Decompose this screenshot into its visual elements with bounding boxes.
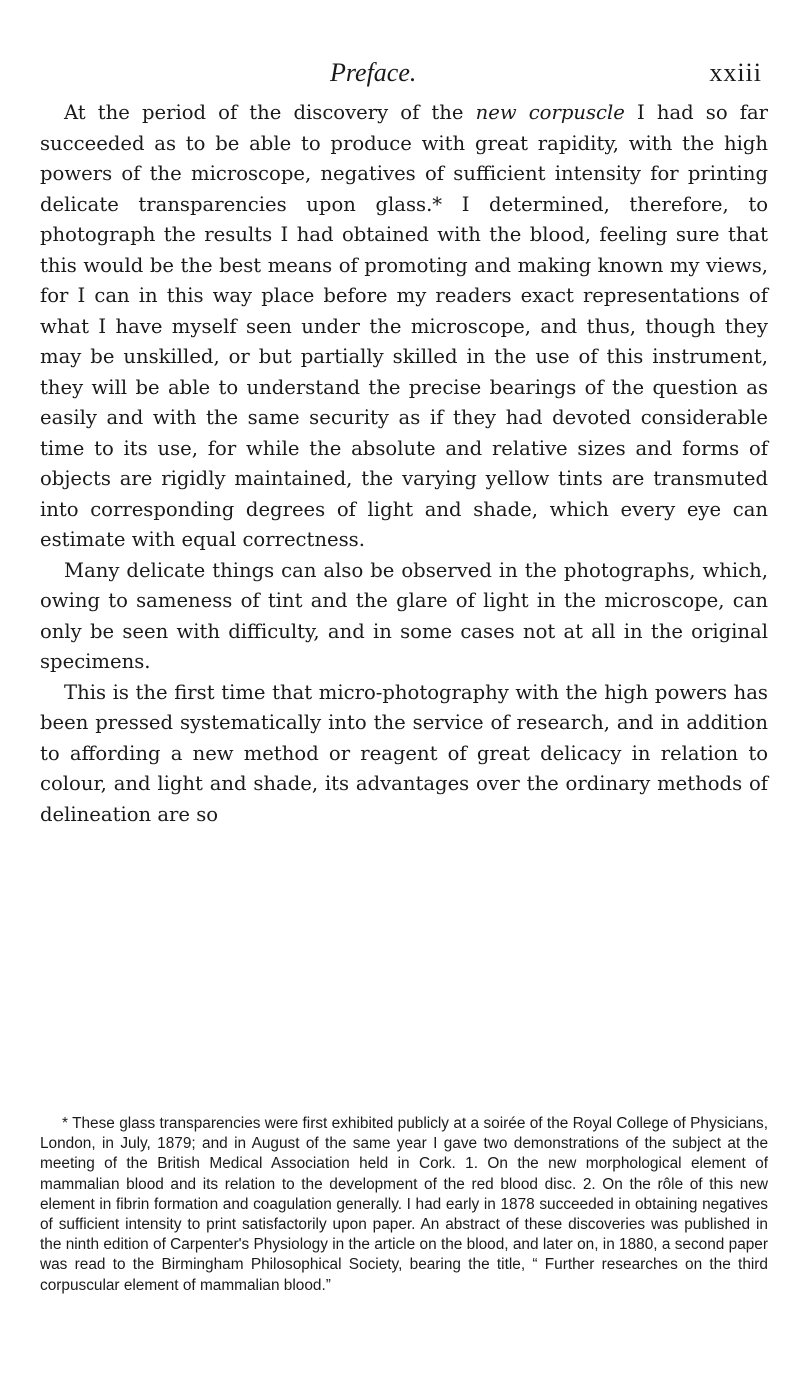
running-head-title: Preface. [330,58,417,87]
paragraph-1-start: At the period of the discovery of the [64,101,476,124]
page-number: xxiii [709,58,762,87]
footnote [40,1114,768,1296]
paragraph-1 [40,98,768,556]
book-page [40,0,768,1387]
running-head [40,58,768,92]
paragraph-2: Many delicate things can also be observed in the photographs, which, owing to sameness of tint and the glare of light in the microscope, can only be seen with difficulty, and in some cases not at all in the original specimens. [40,558,768,673]
paragraph-3: This is the first time that micro-photography with the high powers has been pressed systematically into the service of research, and in addition to affording a new method or reagent of great delicacy in relation to colour, and light and shade, its advantages over the ordinary methods of delineation are so [40,680,768,826]
footnote-text: * These glass transparencies were first exhibited publicly at a soirée of the Royal College of Physicians, London, in July, 1879; and in August of the same year I gave two demonstrations of the subject at the meeting of the British Medical Association held in Cork. 1. On the new morphological element of mammalian blood and its relation to the development of the red blood disc. 2. On the rôle of this new element in fibrin formation and coagulation generally. I had early in 1878 succeeded in obtaining negatives of sufficient intensity to print satisfactorily upon paper. An abstract of these discoveries was published in the ninth edition of Carpenter's Physiology in the article on the blood, and later on, in 1880, a second paper was read to the Birmingham Philosophical Society, bearing the title, “ Further researches on the third corpuscular element of mammalian blood.” [40,1115,768,1294]
italic-term-new-corpuscle: new corpuscle [475,101,625,124]
body-text [40,98,768,830]
paragraph-1-rest: I had so far succeeded as to be able to produce with great rapidity, with the high powers of the microscope, negatives of sufficient intensity for printing delicate transparencies upon glass.* I determined, therefore, to photograph the results I had obtained with the blood, feeling sure that this would be the best means of promoting and making known my views, for I can in this way place before my readers exact representations of what I have myself seen under the microscope, and thus, though they may be unskilled, or but partially skilled in the use of this instrument, they will be able to understand the precise bearings of the question as easily and with the same security as if they had devoted considerable time to its use, for while the absolute and relative sizes and forms of objects are rigidly maintained, the varying yellow tints are transmuted into corresponding degrees of light and shade, which every eye can estimate with equal correctness. [40,101,769,551]
